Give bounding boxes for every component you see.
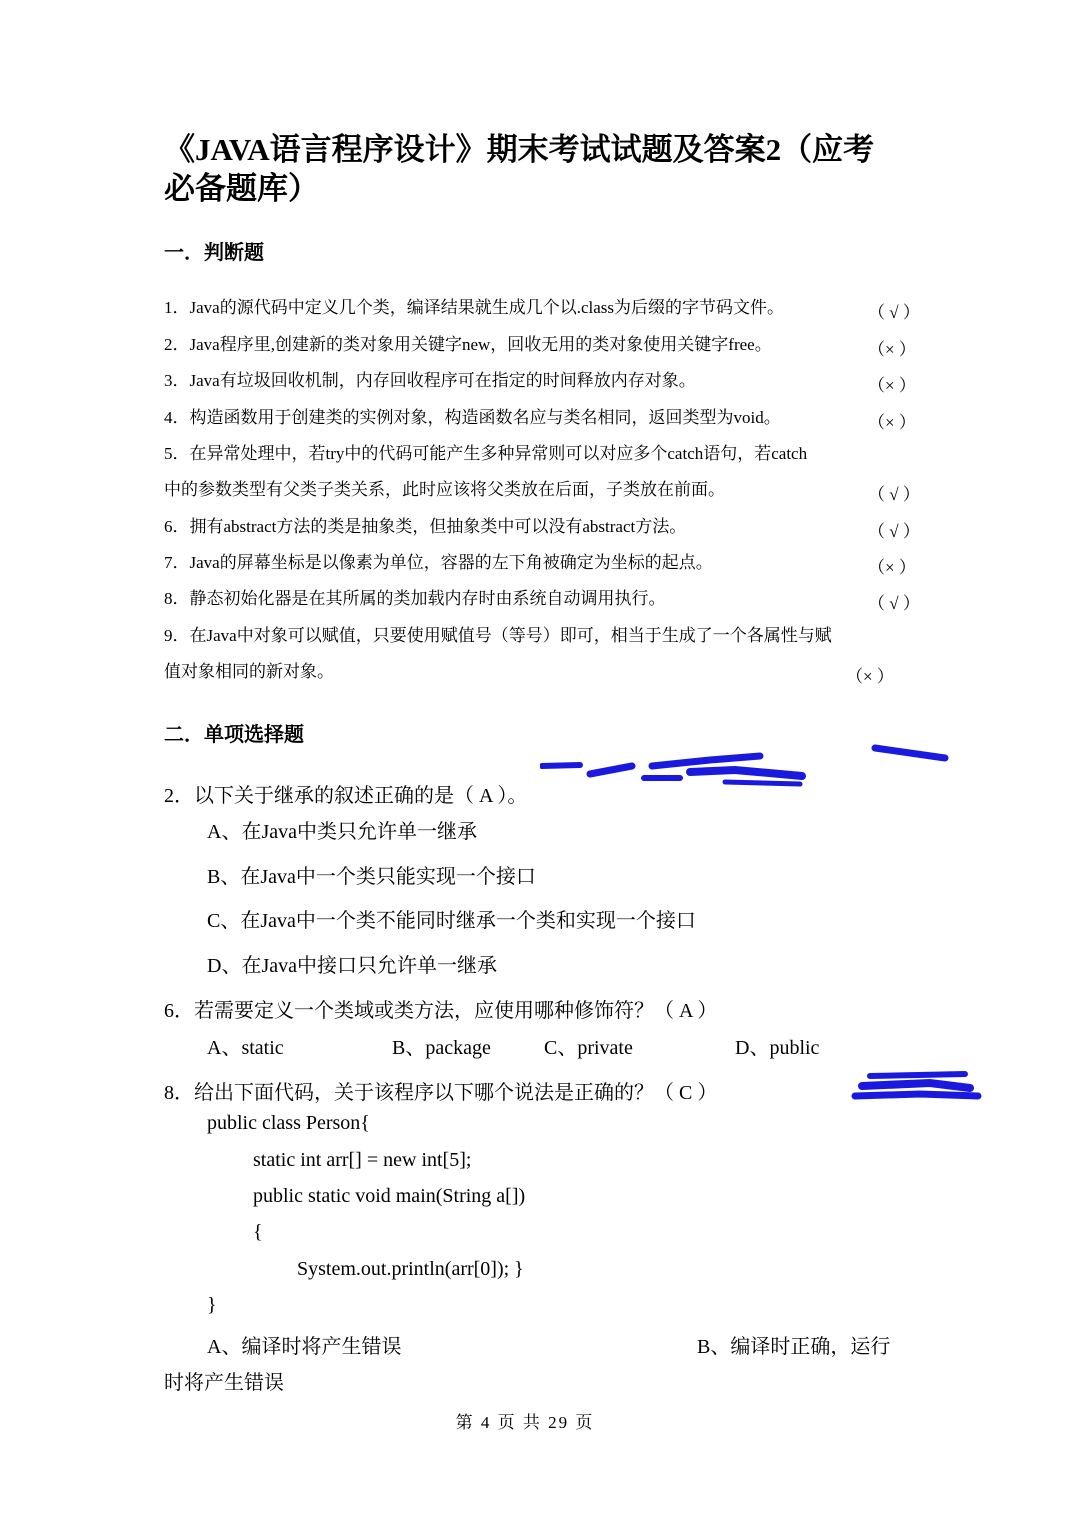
question-8-option-a: A、编译时将产生错误 — [207, 1336, 402, 1358]
code-line-6: } — [207, 1294, 217, 1316]
judge-item-6: 6．拥有abstract方法的类是抽象类，但抽象类中可以没有abstract方法。 — [164, 517, 687, 536]
ink-scribble-top — [540, 740, 950, 790]
judge-mark-9: （× ） — [846, 667, 894, 686]
judge-item-3: 3．Java有垃圾回收机制，内存回收程序可在指定的时间释放内存对象。 — [164, 371, 696, 390]
ink-scribble-right — [850, 1066, 985, 1106]
judge-item-2: 2．Java程序里,创建新的类对象用关键字new，回收无用的类对象使用关键字free。 — [164, 335, 772, 354]
judge-item-9: 9．在Java中对象可以赋值，只要使用赋值号（等号）即可，相当于生成了一个各属性与赋 — [164, 626, 832, 645]
question-6-stem: 6．若需要定义一个类域或类方法，应使用哪种修饰符？（ A ） — [164, 1000, 718, 1022]
code-line-4: { — [253, 1221, 263, 1243]
page-footer: 第 4 页 共 29 页 — [455, 1413, 595, 1432]
document-title-line1: 《JAVA语言程序设计》期末考试试题及答案2（应考 — [164, 132, 875, 167]
code-line-3: public static void main(String a[]) — [253, 1185, 526, 1207]
code-line-5: System.out.println(arr[0]); } — [297, 1258, 524, 1280]
question-6-option-c: C、private — [544, 1037, 633, 1059]
judge-item-9-cont: 值对象相同的新对象。 — [164, 662, 334, 681]
judge-mark-3: （× ） — [868, 376, 916, 395]
judge-item-7: 7．Java的屏幕坐标是以像素为单位，容器的左下角被确定为坐标的起点。 — [164, 553, 713, 572]
judge-mark-1: （ √ ） — [868, 303, 920, 322]
question-8-option-b: B、编译时正确，运行 — [697, 1336, 891, 1358]
judge-item-5-cont: 中的参数类型有父类子类关系，此时应该将父类放在后面，子类放在前面。 — [164, 480, 725, 499]
question-2-option-a: A、在Java中类只允许单一继承 — [207, 821, 477, 843]
judge-item-8: 8．静态初始化器是在其所属的类加载内存时由系统自动调用执行。 — [164, 589, 666, 608]
question-2-option-c: C、在Java中一个类不能同时继承一个类和实现一个接口 — [207, 910, 696, 932]
question-2-stem: 2．以下关于继承的叙述正确的是（ A ）。 — [164, 785, 528, 807]
judge-mark-5: （ √ ） — [868, 485, 920, 504]
question-2-option-d: D、在Java中接口只允许单一继承 — [207, 955, 497, 977]
judge-item-1: 1．Java的源代码中定义几个类，编译结果就生成几个以.class为后缀的字节码文件。 — [164, 298, 785, 317]
judge-item-5: 5．在异常处理中，若try中的代码可能产生多种异常则可以对应多个catch语句，若catch — [164, 444, 808, 463]
code-line-1: public class Person{ — [207, 1112, 370, 1134]
judge-mark-2: （× ） — [868, 340, 916, 359]
code-line-2: static int arr[] = new int[5]; — [253, 1149, 472, 1171]
section-heading-judgement: 一．判断题 — [164, 242, 264, 264]
judge-mark-7: （× ） — [868, 558, 916, 577]
judge-mark-8: （ √ ） — [868, 594, 920, 613]
question-6-option-b: B、package — [392, 1037, 491, 1059]
document-title-line2: 必备题库） — [164, 171, 319, 206]
judge-mark-4: （× ） — [868, 413, 916, 432]
question-8-stem: 8．给出下面代码，关于该程序以下哪个说法是正确的？（ C ） — [164, 1082, 718, 1104]
judge-mark-6: （ √ ） — [868, 522, 920, 541]
question-2-option-b: B、在Java中一个类只能实现一个接口 — [207, 866, 536, 888]
question-8-option-b-cont: 时将产生错误 — [164, 1372, 284, 1394]
section-heading-single-choice: 二．单项选择题 — [164, 724, 304, 746]
question-6-option-d: D、public — [735, 1037, 820, 1059]
judge-item-4: 4．构造函数用于创建类的实例对象，构造函数名应与类名相同，返回类型为void。 — [164, 408, 781, 427]
question-6-option-a: A、static — [207, 1037, 284, 1059]
